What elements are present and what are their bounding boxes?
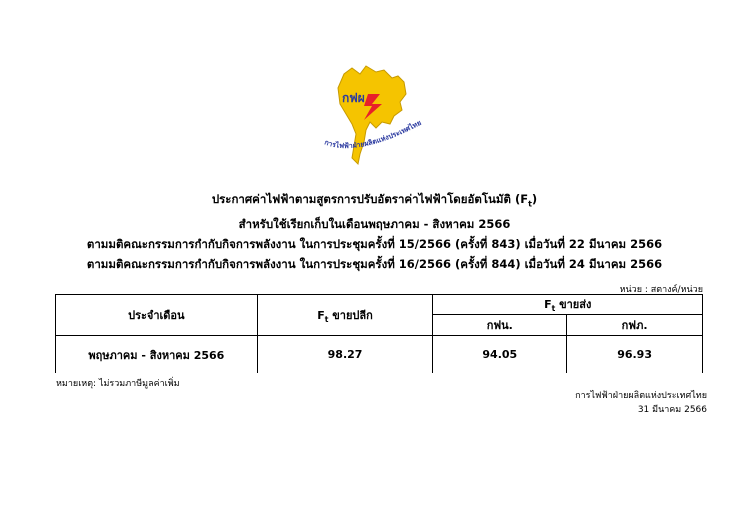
signature-block: [575, 389, 707, 417]
header-mea: กฟน.: [433, 315, 567, 336]
ft-rate-table: [55, 294, 703, 373]
cell-month: พฤษภาคม - สิงหาคม 2566: [56, 336, 258, 374]
cell-mea: 94.05: [433, 336, 567, 374]
header-pea: กฟภ.: [567, 315, 703, 336]
heading-line-4: ตามมติคณะกรรมการกำกับกิจการพลังงาน ในการประชุมครั้งที่ 16/2566 (ครั้งที่ 844) เมื่อวันที่ 24 มีนาคม 2566: [86, 257, 663, 272]
heading-line-2: สำหรับใช้เรียกเก็บในเดือนพฤษภาคม - สิงหาคม 2566: [238, 217, 511, 232]
logo-initials: กฟผ: [342, 91, 365, 105]
unit-label: หน่วย : สตางค์/หน่วย: [619, 285, 703, 295]
cell-retail: 98.27: [257, 336, 433, 374]
heading-line-3: ตามมติคณะกรรมการกำกับกิจการพลังงาน ในการประชุมครั้งที่ 15/2566 (ครั้งที่ 843) เมื่อวันที่ 22 มีนาคม 2566: [86, 237, 663, 252]
header-ft-wholesale: $F_t$ ขายส่ง: [433, 295, 703, 315]
cell-pea: 96.93: [567, 336, 703, 374]
thailand-map-icon: [318, 58, 430, 166]
heading-line-1: ประกาศค่าไฟฟ้าตามสูตรการปรับอัตราค่าไฟฟ้าโดยอัตโนมัติ $(F_t)$: [211, 192, 538, 209]
header-ft-retail: $F_t$ ขายปลีก: [257, 295, 433, 336]
signature-org: การไฟฟ้าฝ่ายผลิตแห่งประเทศไทย: [575, 391, 707, 401]
table-row: [56, 336, 703, 374]
signature-date: 31 มีนาคม 2566: [637, 405, 707, 415]
announcement-heading: [0, 189, 749, 274]
egat-logo: [318, 58, 430, 166]
header-month: ประจำเดือน: [56, 295, 258, 336]
footnote: หมายเหตุ: ไม่รวมภาษีมูลค่าเพิ่ม: [56, 379, 180, 389]
logo-org-text: การไฟฟ้าฝ่ายผลิตแห่งประเทศไทย: [323, 118, 423, 151]
